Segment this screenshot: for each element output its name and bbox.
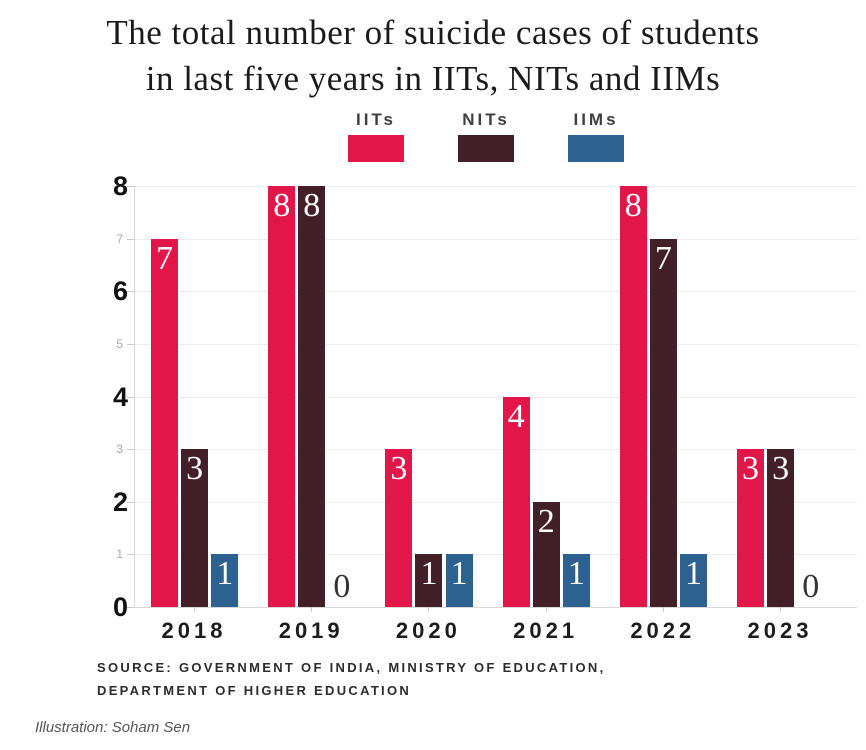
- y-axis-label-7: 7: [116, 231, 123, 246]
- bar-value-iims-2019: 0: [333, 568, 351, 605]
- bar-value-iits-2020: 3: [390, 450, 408, 488]
- x-axis-tick-2022: [663, 607, 664, 612]
- y-axis-label-4: 4: [112, 381, 128, 412]
- legend: [348, 110, 624, 162]
- bar-value-nits-2023: 3: [772, 450, 790, 488]
- y-axis-label-6: 6: [112, 276, 128, 307]
- bar-value-iits-2023: 3: [742, 450, 759, 488]
- bar-nits-2023: [767, 449, 794, 607]
- legend-item-iits: [348, 110, 404, 162]
- legend-swatch-nits: [458, 135, 514, 162]
- bar-iits-2022: [620, 186, 647, 607]
- y-axis-tick-3: [127, 449, 134, 450]
- bar-iims-2020: [446, 554, 473, 607]
- chart-title-line2: in last five years in IITs, NITs and IIMs: [145, 59, 721, 98]
- bar-iims-2018: [211, 554, 238, 607]
- y-axis-label-5: 5: [116, 336, 123, 351]
- bar-group-2023: [737, 186, 825, 607]
- bar-value-nits-2021: 2: [537, 502, 555, 540]
- x-axis-label-2021: 2021: [513, 618, 579, 643]
- legend-label-iits: IITs: [355, 110, 397, 129]
- bar-iits-2020: [385, 449, 412, 607]
- bar-value-nits-2018: 3: [186, 450, 204, 488]
- plot-area: [134, 186, 857, 608]
- bar-iits-2018: [151, 239, 178, 607]
- y-axis-tick-6: [127, 291, 134, 292]
- legend-swatch-iits: [348, 135, 404, 162]
- y-axis-label-1: 1: [116, 547, 123, 562]
- bar-value-iits-2018: 7: [156, 239, 173, 277]
- bar-iits-2021: [503, 397, 530, 608]
- x-axis-label-2018: 2018: [161, 618, 227, 643]
- x-axis-label-2020: 2020: [395, 618, 461, 643]
- bar-value-nits-2020: 1: [420, 555, 438, 593]
- legend-item-nits: [458, 110, 514, 162]
- source-note: [97, 657, 606, 702]
- bar-nits-2019: [298, 186, 325, 607]
- legend-label-iims: IIMs: [573, 110, 619, 129]
- y-axis-label-8: 8: [112, 171, 128, 201]
- bar-value-iits-2022: 8: [624, 187, 642, 224]
- bar-iims-2021: [563, 554, 590, 607]
- legend-swatch-iims: [568, 135, 624, 162]
- chart-title: [0, 10, 866, 102]
- bar-iits-2023: [737, 449, 764, 607]
- illustration-credit: Illustration: Soham Sen: [35, 719, 191, 736]
- x-axis-label-2022: 2022: [630, 618, 696, 643]
- bar-nits-2022: [650, 239, 677, 607]
- bar-value-iits-2021: 4: [507, 397, 525, 435]
- y-axis-tick-8: [127, 186, 134, 187]
- bar-group-2021: [503, 186, 591, 607]
- bar-group-2018: [151, 186, 239, 607]
- bar-value-iits-2019: 8: [273, 187, 291, 224]
- bar-nits-2020: [415, 554, 442, 607]
- bar-group-2019: [268, 186, 356, 607]
- y-axis-label-2: 2: [112, 486, 128, 517]
- y-axis-tick-0: [127, 607, 134, 608]
- bar-value-iims-2021: 1: [567, 555, 585, 593]
- bar-value-nits-2022: 7: [654, 239, 672, 277]
- source-line2: DEPARTMENT OF HIGHER EDUCATION: [97, 682, 412, 698]
- x-axis-tick-2020: [428, 607, 429, 612]
- x-axis-tick-2018: [194, 607, 195, 612]
- y-axis-label-3: 3: [116, 442, 123, 457]
- x-axis-tick-2023: [780, 607, 781, 612]
- x-axis-label-2019: 2019: [278, 618, 344, 643]
- y-axis-tick-2: [127, 502, 134, 503]
- bar-iims-2022: [680, 554, 707, 607]
- legend-label-nits: NITs: [462, 110, 510, 129]
- y-axis-label-0: 0: [112, 592, 128, 622]
- source-line1: SOURCE: GOVERNMENT OF INDIA, MINISTRY OF EDUCATION,: [97, 660, 606, 675]
- bar-value-iims-2023: 0: [802, 568, 820, 605]
- bar-nits-2018: [181, 449, 208, 607]
- bar-value-iims-2020: 1: [450, 555, 468, 593]
- bar-nits-2021: [533, 502, 560, 607]
- bar-value-iims-2018: 1: [216, 555, 234, 593]
- y-axis-tick-7: [127, 239, 134, 240]
- x-axis-tick-2019: [311, 607, 312, 612]
- y-axis-tick-5: [127, 344, 134, 345]
- x-axis-label-2023: 2023: [747, 618, 813, 643]
- legend-item-iims: [568, 110, 624, 162]
- y-axis-tick-1: [127, 554, 134, 555]
- bar-iits-2019: [268, 186, 295, 607]
- x-axis-tick-2021: [546, 607, 547, 612]
- bar-group-2022: [620, 186, 708, 607]
- y-axis-tick-4: [127, 397, 134, 398]
- bar-group-2020: [385, 186, 473, 607]
- chart-title-line1: The total number of suicide cases of students: [106, 13, 760, 52]
- bar-value-iims-2022: 1: [684, 555, 702, 593]
- bar-value-nits-2019: 8: [303, 187, 321, 224]
